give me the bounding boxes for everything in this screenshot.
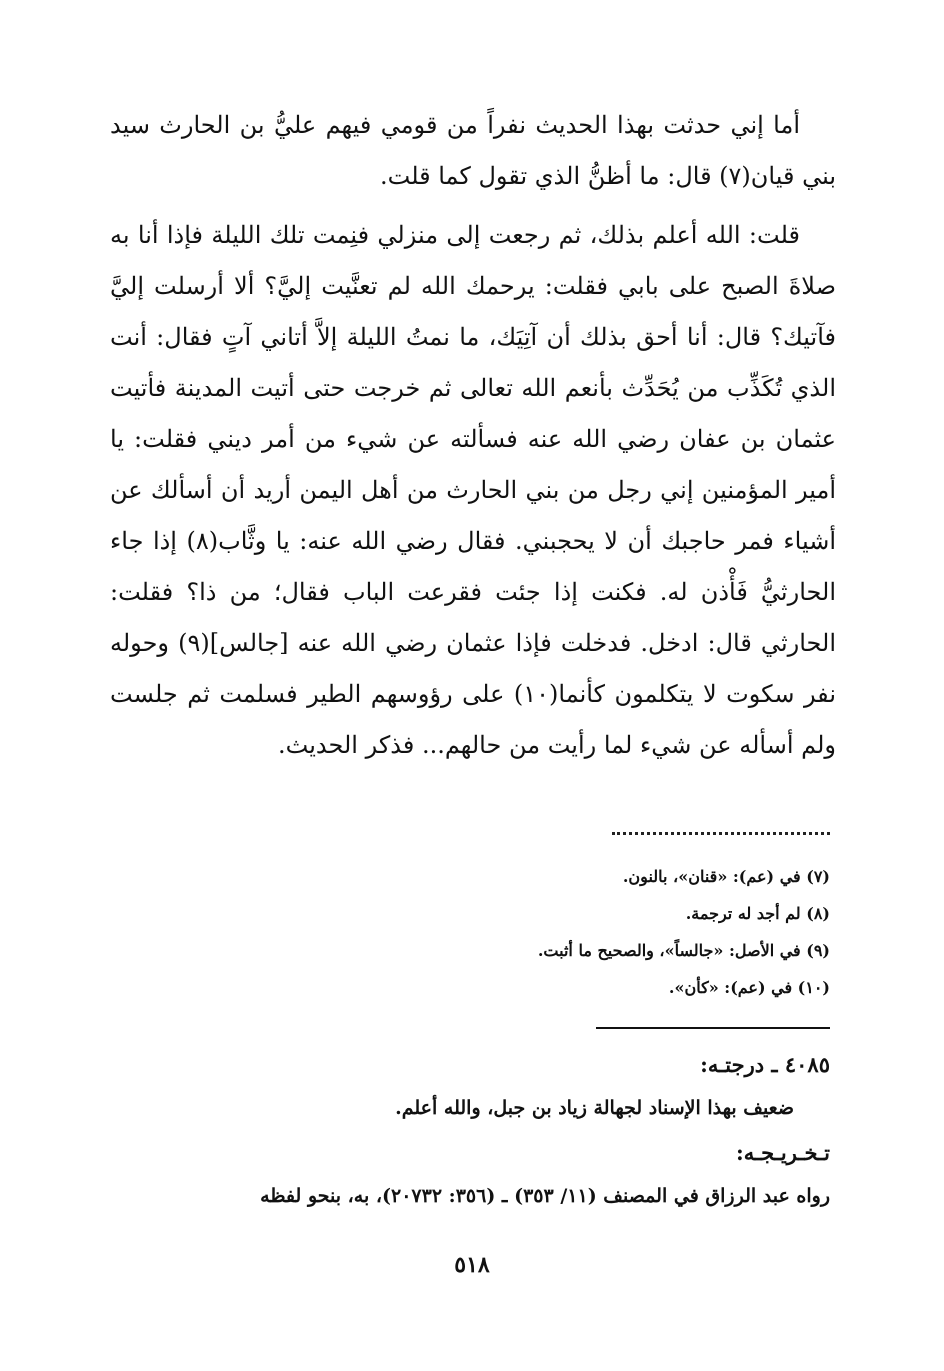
page-number: ٥١٨ <box>454 1252 490 1278</box>
section-divider <box>596 1027 830 1029</box>
footnote-7: (٧) في (عم): «قنان»، بالنون. <box>622 867 830 886</box>
takhrij-heading: تـخـريـجـه: <box>735 1140 830 1165</box>
paragraph-2: قلت: الله أعلم بذلك، ثم رجعت إلى منزلي فنِمت تلك الليلة فإذا أنا به صلاةَ الصبح على بابي فقلت: يرحمك الله لم تعنَّيت إليَّ؟ ألا أرسلت إليَّ فآتيك؟ قال: أنا أحق بذلك أن آتِيَك، ما نمتُ الليلة إلاَّ أتاني آتٍ فقال: أنت الذي تُكَذِّب من يُحَدِّث بأنعم الله تعالى ثم خرجت حتى أتيت المدينة فأتيت عثمان بن عفان رضي الله عنه فسألته عن شيء من أمر ديني فقلت: يا أمير المؤمنين إني رجل من بني الحارث من أهل اليمن أريد أن أسألك عن أشياء فمر حاجبك أن لا يحجبني. فقال رضي الله عنه: يا وثَّاب(٨) إذا جاء الحارثيُّ فَأْذن له. فكنت إذا جئت فقرعت الباب فقال؛ من ذا؟ فقلت: الحارثي قال: ادخل. فدخلت فإذا عثمان رضي الله عنه [جالس](٩) وحوله نفر سكوت لا يتكلمون كأنما(١٠) على رؤوسهم الطير فسلمت ثم جلست ولم أسأله عن شيء لما رأيت من حالهم... فذكر الحديث. <box>110 221 837 759</box>
footnote-8: (٨) لم أجد له ترجمة. <box>685 904 830 923</box>
main-text <box>110 100 836 771</box>
grade-heading: ٤٠٨٥ ـ درجتـه: <box>700 1052 830 1077</box>
footnotes <box>130 858 830 1006</box>
paragraph-1: أما إني حدثت بهذا الحديث نفراً من قومي فيهم عليُّ بن الحارث سيد بني قيان(٧) قال: ما أظنُّ الذي تقول كما قلت. <box>110 111 836 190</box>
footnote-9: (٩) في الأصل: «جالساً»، والصحيح ما أثبت. <box>537 941 830 960</box>
grade-text: ضعيف بهذا الإسناد لجهالة زياد بن جبل، والله أعلم. <box>395 1097 794 1119</box>
footnote-10: (١٠) في (عم): «كأن». <box>668 978 830 997</box>
takhrij-text: رواه عبد الرزاق في المصنف (١١/ ٣٥٣) ـ (٣٥٦: ٢٠٧٣٢)، به، بنحو لفظه <box>260 1185 830 1207</box>
footnote-separator <box>612 832 830 835</box>
